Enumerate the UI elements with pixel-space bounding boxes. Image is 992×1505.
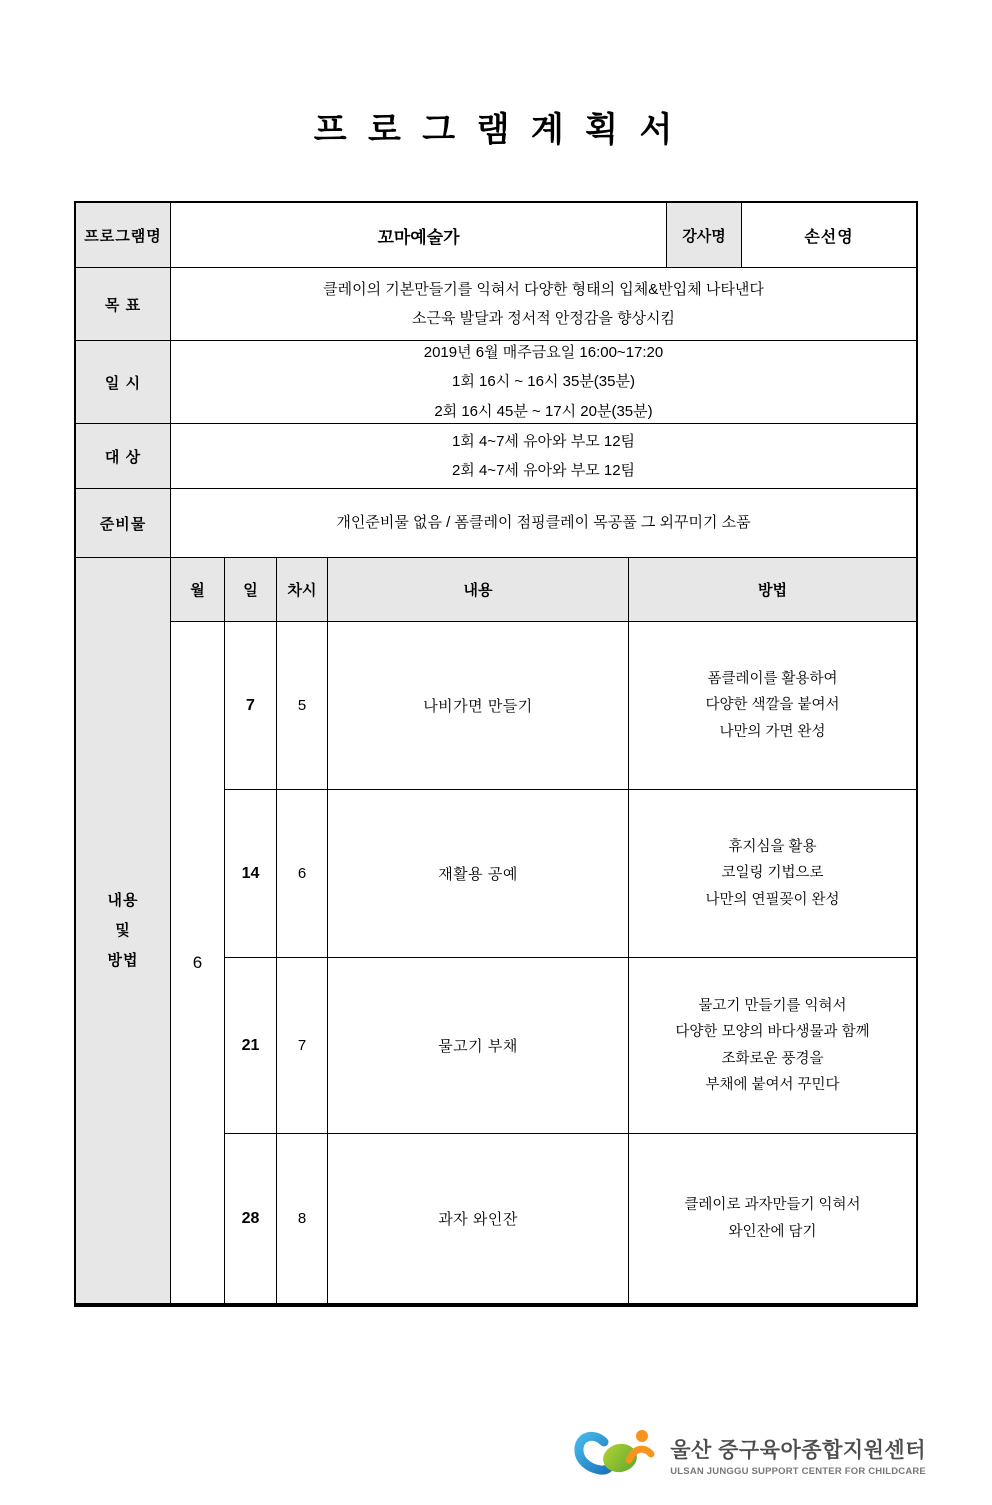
schedule-grid <box>171 558 916 1303</box>
table-row <box>225 622 916 789</box>
goal-line: 소근육 발달과 정서적 안정감을 향상시킴 <box>411 310 675 327</box>
row-goal <box>76 267 916 340</box>
program-label: 프로그램명 <box>76 203 171 267</box>
instructor-label: 강사명 <box>666 203 742 267</box>
datetime-line: 2019년 6월 매주금요일 16:00~17:20 <box>423 344 664 362</box>
target-value <box>171 424 916 488</box>
materials-value <box>171 489 916 557</box>
method-cell <box>629 1134 916 1303</box>
method-cell <box>629 622 916 789</box>
schedule-body <box>171 622 916 1303</box>
header-day: 일 <box>225 558 277 621</box>
schedule-header-row <box>171 558 916 622</box>
method-line: 조화로운 풍경을 <box>721 1050 824 1067</box>
method-line: 폼클레이를 활용하여 <box>707 671 838 688</box>
table-row <box>225 1133 916 1303</box>
target-label: 대 상 <box>76 424 171 488</box>
header-month: 월 <box>171 558 225 621</box>
day-cell: 7 <box>225 622 277 789</box>
content-cell: 과자 와인잔 <box>328 1134 629 1303</box>
program-plan-table <box>74 201 918 1307</box>
method-line: 다양한 모양의 바다생물과 함께 <box>675 1024 870 1041</box>
method-line: 나만의 연필꽂이 완성 <box>705 891 840 908</box>
section-label-line: 및 <box>115 921 131 939</box>
goal-label: 목 표 <box>76 268 171 340</box>
org-logo <box>574 1424 662 1486</box>
method-line: 나만의 가면 완성 <box>719 723 826 740</box>
table-row <box>225 789 916 957</box>
page-title: 프 로 그 램 계 획 서 <box>313 111 679 149</box>
content-cell: 나비가면 만들기 <box>328 622 629 789</box>
session-cell: 5 <box>277 622 328 789</box>
footer <box>574 1424 926 1486</box>
method-line: 다양한 색깔을 붙여서 <box>705 697 840 714</box>
header-content: 내용 <box>328 558 629 621</box>
target-line: 1회 4~7세 유아와 부모 12팀 <box>451 432 636 450</box>
session-cell: 6 <box>277 790 328 957</box>
instructor-name-value: 손선영 <box>804 228 854 246</box>
materials-line: 개인준비물 없음 / 폼클레이 점핑클레이 목공풀 그 외꾸미기 소품 <box>336 514 751 532</box>
org-name-english: ULSAN JUNGGU SUPPORT CENTER FOR CHILDCARE <box>670 1465 926 1477</box>
schedule-section-label <box>76 558 171 1303</box>
logo-orange-head <box>636 1430 648 1442</box>
method-line: 부채에 붙여서 꾸민다 <box>705 1076 840 1093</box>
method-cell <box>629 958 916 1133</box>
row-target <box>76 423 916 488</box>
materials-label: 준비물 <box>76 489 171 557</box>
day-cell: 28 <box>225 1134 277 1303</box>
day-cell: 21 <box>225 958 277 1133</box>
table-row <box>225 957 916 1133</box>
method-line: 코일링 기법으로 <box>721 865 824 882</box>
org-text <box>670 1434 926 1477</box>
method-line: 클레이로 과자만들기 익혀서 <box>684 1197 861 1214</box>
section-label-line: 방법 <box>107 951 139 969</box>
row-materials <box>76 488 916 557</box>
method-line: 물고기 만들기를 익혀서 <box>698 998 847 1015</box>
header-session: 차시 <box>277 558 328 621</box>
schedule-rows <box>225 622 916 1303</box>
program-name-value: 꼬마예술가 <box>377 227 460 247</box>
schedule-section <box>76 557 916 1303</box>
method-line: 휴지심을 활용 <box>728 839 817 856</box>
datetime-line: 1회 16시 ~ 16시 35분(35분) <box>452 373 635 391</box>
datetime-line: 2회 16시 45분 ~ 17시 20분(35분) <box>434 402 653 420</box>
month-value-cell: 6 <box>171 622 225 1303</box>
logo-orange-swoosh <box>629 1449 651 1460</box>
method-line: 와인잔에 담기 <box>728 1223 817 1240</box>
session-cell: 7 <box>277 958 328 1133</box>
section-label-line: 내용 <box>107 891 139 909</box>
header-method: 방법 <box>758 582 787 599</box>
org-logo-icon <box>574 1424 662 1486</box>
goal-value <box>171 268 916 340</box>
day-cell: 14 <box>225 790 277 957</box>
session-cell: 8 <box>277 1134 328 1303</box>
content-cell: 재활용 공예 <box>328 790 629 957</box>
datetime-value <box>171 341 916 423</box>
org-name-korean: 울산 중구육아종합지원센터 <box>670 1438 926 1462</box>
target-line: 2회 4~7세 유아와 부모 12팀 <box>451 462 636 479</box>
datetime-label: 일 시 <box>76 341 171 423</box>
goal-line: 클레이의 기본만들기를 익혀서 다양한 형태의 입체&반입체 나타낸다 <box>323 280 764 298</box>
row-program <box>76 203 916 267</box>
row-datetime <box>76 340 916 423</box>
content-cell: 물고기 부채 <box>328 958 629 1133</box>
method-cell <box>629 790 916 957</box>
